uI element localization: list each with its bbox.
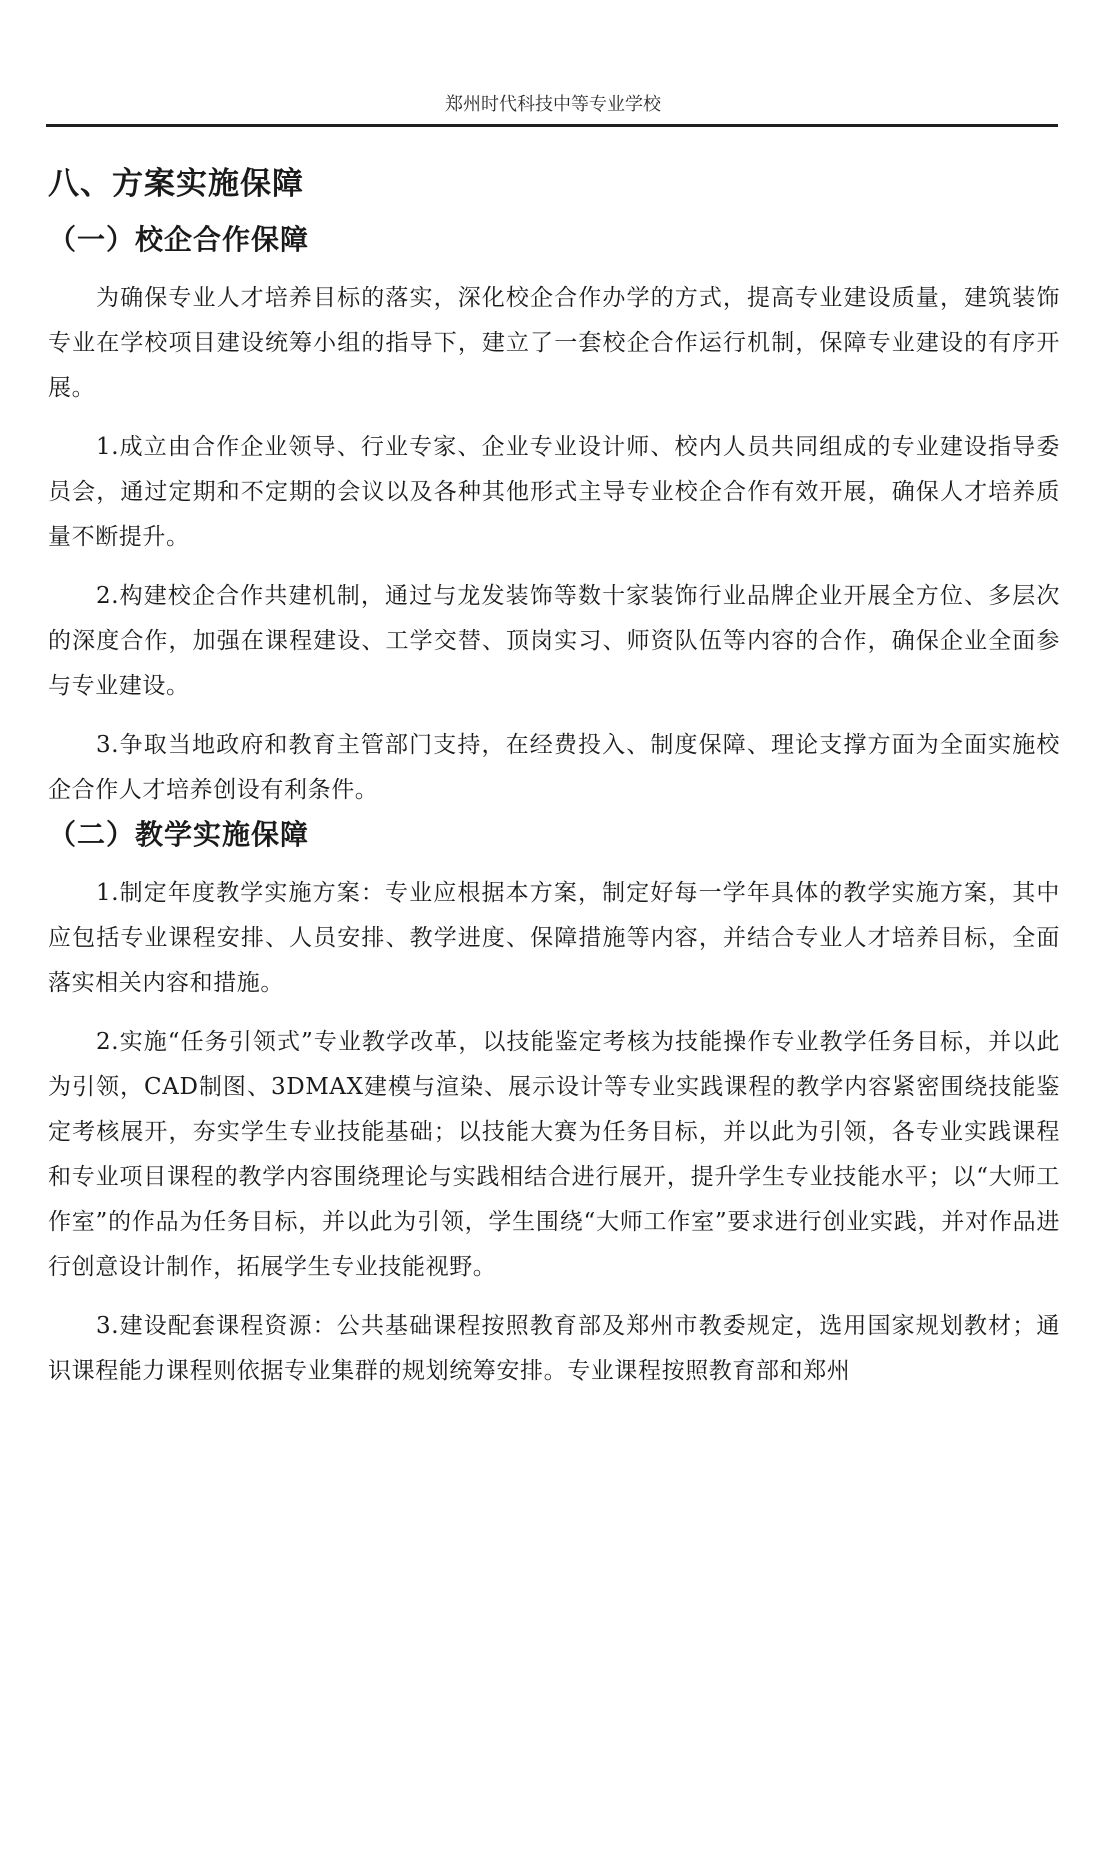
paragraph-teaching-2: 2.实施“任务引领式”专业教学改革，以技能鉴定考核为技能操作专业教学任务目标，并以此为引领，CAD制图、3DMAX建模与渲染、展示设计等专业实践课程的教学内容紧密围绕技能鉴定考核展开，夯实学生专业技能基础；以技能大赛为任务目标，并以此为引领，各专业实践课程和专业项目课程的教学内容围绕理论与实践相结合进行展开，提升学生专业技能水平；以“大师工作室”的作品为任务目标，并以此为引领，学生围绕“大师工作室”要求进行创业实践，并对作品进行创意设计制作，拓展学生专业技能视野。 (48, 1029, 1060, 1280)
paragraph-teaching-1: 1.制定年度教学实施方案：专业应根据本方案，制定好每一学年具体的教学实施方案，其中应包括专业课程安排、人员安排、教学进度、保障措施等内容，并结合专业人才培养目标，全面落实相关内容和措施。 (48, 880, 1060, 996)
paragraph-item-1: 1.成立由合作企业领导、行业专家、企业专业设计师、校内人员共同组成的专业建设指导委员会，通过定期和不定期的会议以及各种其他形式主导专业校企合作有效开展，确保人才培养质量不断提升。 (48, 434, 1060, 550)
subsection-heading-school-enterprise: （一）校企合作保障 (48, 223, 310, 256)
paragraph-item-2: 2.构建校企合作共建机制，通过与龙发装饰等数十家装饰行业品牌企业开展全方位、多层次的深度合作，加强在课程建设、工学交替、顶岗实习、师资队伍等内容的合作，确保企业全面参与专业建设。 (48, 583, 1060, 699)
header-divider (46, 124, 1058, 127)
subsection-heading-teaching: （二）教学实施保障 (48, 818, 310, 851)
section-heading: 八、方案实施保障 (48, 166, 304, 202)
page-content (48, 162, 1060, 1394)
running-header: 郑州时代科技中等专业学校 (445, 94, 661, 115)
paragraph-intro: 为确保专业人才培养目标的落实，深化校企合作办学的方式，提高专业建设质量，建筑装饰专业在学校项目建设统筹小组的指导下，建立了一套校企合作运行机制，保障专业建设的有序开展。 (48, 285, 1060, 401)
paragraph-item-3: 3.争取当地政府和教育主管部门支持，在经费投入、制度保障、理论支撑方面为全面实施校企合作人才培养创设有利条件。 (48, 732, 1060, 803)
paragraph-teaching-3: 3.建设配套课程资源：公共基础课程按照教育部及郑州市教委规定，选用国家规划教材；通识课程能力课程则依据专业集群的规划统筹安排。专业课程按照教育部和郑州 (48, 1313, 1060, 1384)
